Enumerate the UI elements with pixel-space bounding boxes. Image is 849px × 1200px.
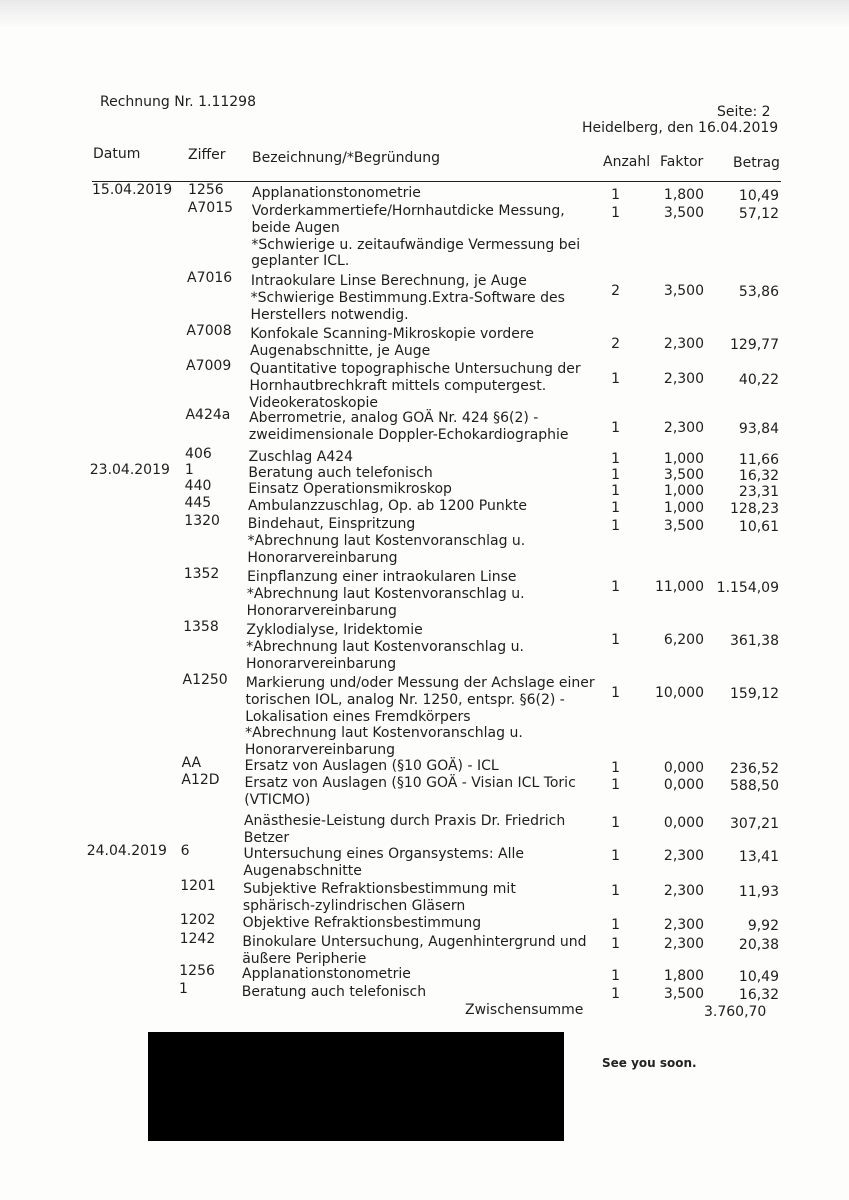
row-description-line: torischen IOL, analog Nr. 1250, entspr. §6(2) - — [245, 691, 565, 708]
row-description-line: Zuschlag A424 — [248, 449, 354, 465]
row-amount: 13,41 — [738, 849, 779, 865]
row-description-line: Einsatz Operationsmikroskop — [248, 481, 452, 497]
row-description-line: Lokalisation eines Fremdkörpers — [245, 708, 471, 725]
row-description-line: geplanter ICL. — [251, 253, 350, 270]
row-qty: 1 — [611, 917, 620, 933]
row-factor: 3,500 — [663, 518, 704, 534]
row-description-line: beide Augen — [251, 219, 340, 236]
row-description-line: *Abrechnung laut Kostenvoranschlag u. — [245, 725, 523, 742]
row-description-line: Videokeratoskopie — [249, 394, 378, 411]
row-description-line: Ambulanzzuschlag, Op. ab 1200 Punkte — [247, 498, 527, 514]
column-header-qty: Anzahl — [603, 154, 651, 170]
row-description-line: Hornhautbrechkraft mittels computergest. — [249, 377, 547, 394]
row-qty: 1 — [611, 451, 620, 467]
row-code: 1242 — [179, 931, 216, 947]
subtotal-value: 3.760,70 — [704, 1004, 767, 1020]
row-code: 406 — [185, 446, 212, 462]
row-qty: 1 — [611, 936, 620, 952]
row-amount: 11,66 — [738, 452, 779, 468]
row-factor: 11,000 — [655, 579, 704, 595]
row-code: 1256 — [188, 182, 224, 198]
row-date: 15.04.2019 — [92, 182, 173, 198]
row-date: 24.04.2019 — [86, 843, 167, 859]
row-amount: 129,77 — [730, 337, 779, 353]
row-factor: 2,300 — [663, 371, 704, 387]
row-factor: 2,300 — [663, 936, 704, 952]
row-description-line: Quantitative topographische Untersuchung der — [249, 361, 581, 377]
row-qty: 1 — [611, 986, 620, 1002]
row-description-line: Markierung und/oder Messung der Achslage einer — [245, 675, 595, 691]
row-factor: 2,300 — [663, 883, 704, 899]
row-description-line: Augenabschnitte, je Auge — [249, 342, 431, 359]
row-amount: 9,92 — [747, 918, 779, 934]
row-description-line: Herstellers notwendig. — [250, 306, 409, 323]
row-factor: 0,000 — [663, 815, 704, 831]
row-code: 1358 — [183, 619, 219, 635]
row-amount: 53,86 — [738, 284, 779, 300]
row-amount: 159,12 — [730, 686, 779, 702]
row-code: 6 — [180, 843, 190, 859]
row-qty: 1 — [611, 883, 620, 899]
row-factor: 2,300 — [663, 336, 704, 352]
row-code: 1 — [179, 981, 188, 997]
row-code: AA — [181, 755, 202, 771]
row-description-line: Honorarvereinbarung — [245, 655, 397, 672]
row-qty: 1 — [611, 579, 620, 595]
row-factor: 3,500 — [663, 283, 704, 299]
row-qty: 2 — [611, 336, 620, 352]
row-description-line: Ersatz von Auslagen (§10 GOÄ) - ICL — [244, 758, 499, 774]
row-factor: 2,300 — [663, 917, 704, 933]
row-amount: 588,50 — [730, 778, 779, 794]
row-amount: 361,38 — [730, 633, 779, 649]
row-description-line: Honorarvereinbarung — [244, 742, 396, 759]
row-code: 445 — [184, 495, 212, 511]
row-qty: 1 — [611, 420, 620, 436]
column-header-amount: Betrag — [733, 155, 780, 171]
column-header-description: Bezeichnung/*Begründung — [252, 150, 440, 166]
row-factor: 3,500 — [663, 986, 704, 1002]
column-header-factor: Faktor — [660, 154, 704, 170]
row-description-line: Subjektive Refraktionsbestimmung mit — [243, 881, 516, 897]
signoff-text: See you soon. — [602, 1056, 697, 1070]
row-description-line: *Schwierige Bestimmung.Extra-Software des — [250, 289, 565, 306]
row-amount: 1.154,09 — [716, 580, 779, 596]
row-description-line: Einpflanzung einer intraokularen Linse — [247, 569, 517, 585]
row-amount: 16,32 — [738, 468, 779, 484]
row-description-line: Zyklodialyse, Iridektomie — [246, 622, 423, 638]
row-description-line: *Abrechnung laut Kostenvoranschlag u. — [246, 585, 525, 602]
row-description-line: Bindehaut, Einspritzung — [247, 516, 416, 532]
row-description-line: Beratung auch telefonisch — [241, 984, 427, 1000]
row-code: 1352 — [183, 566, 220, 582]
row-description-line: Ersatz von Auslagen (§10 GOÄ - Visian ICL Toric — [244, 775, 576, 791]
row-description-line: *Abrechnung laut Kostenvoranschlag u. — [247, 532, 526, 549]
column-header-code: Ziffer — [188, 147, 226, 163]
row-description-line: äußere Peripherie — [242, 950, 367, 967]
row-description-line: Honorarvereinbarung — [247, 549, 398, 566]
row-factor: 0,000 — [663, 777, 704, 793]
row-qty: 1 — [611, 815, 620, 831]
place-date: Heidelberg, den 16.04.2019 — [582, 120, 779, 136]
row-code: A12D — [181, 772, 220, 788]
row-code: A7008 — [186, 323, 232, 339]
row-factor: 3,500 — [663, 467, 704, 483]
row-description-line: Applanationstonometrie — [242, 966, 411, 982]
row-amount: 236,52 — [730, 761, 779, 777]
row-qty: 1 — [611, 848, 620, 864]
row-factor: 6,200 — [663, 632, 704, 648]
row-description-line: Applanationstonometrie — [252, 185, 421, 201]
row-description-line: Aberrometrie, analog GOÄ Nr. 424 §6(2) - — [249, 410, 539, 426]
row-description-line: Honorarvereinbarung — [246, 602, 397, 619]
row-code: A424a — [185, 407, 231, 423]
row-qty: 1 — [611, 968, 620, 984]
row-amount: 16,32 — [738, 987, 779, 1003]
row-factor: 0,000 — [663, 760, 704, 776]
row-amount: 20,38 — [738, 937, 779, 953]
row-description-line: Objektive Refraktionsbestimmung — [242, 915, 482, 931]
row-description-line: (VTICMO) — [244, 791, 311, 808]
row-amount: 10,61 — [738, 519, 779, 535]
row-qty: 1 — [611, 777, 620, 793]
row-qty: 1 — [611, 685, 620, 701]
row-code: A7009 — [186, 358, 232, 374]
row-description-line: Binokulare Untersuchung, Augenhintergrund und — [242, 934, 587, 950]
row-qty: 1 — [611, 187, 620, 203]
row-description-line: *Abrechnung laut Kostenvoranschlag u. — [246, 638, 524, 655]
redacted-block — [148, 1032, 564, 1141]
row-amount: 128,23 — [730, 501, 779, 517]
row-factor: 1,000 — [663, 500, 704, 516]
row-description-line: Konfokale Scanning-Mikroskopie vordere — [250, 326, 534, 342]
row-qty: 1 — [611, 760, 620, 776]
row-description-line: Intraokulare Linse Berechnung, je Auge — [250, 273, 527, 289]
row-amount: 10,49 — [738, 969, 779, 985]
row-description-line: zweidimensionale Doppler-Echokardiographie — [248, 426, 569, 443]
row-factor: 1,000 — [663, 483, 704, 499]
row-qty: 1 — [611, 518, 620, 534]
row-factor: 3,500 — [663, 205, 704, 221]
row-code: 1256 — [179, 963, 215, 979]
row-date: 23.04.2019 — [89, 462, 170, 478]
row-description-line: Augenabschnitte — [243, 862, 362, 879]
row-code: A1250 — [182, 672, 228, 688]
row-amount: 11,93 — [738, 884, 779, 900]
row-code: A7015 — [187, 200, 234, 216]
row-amount: 23,31 — [738, 484, 779, 500]
row-amount: 307,21 — [730, 816, 779, 832]
row-factor: 10,000 — [655, 685, 704, 701]
row-amount: 40,22 — [738, 372, 779, 388]
row-description-line: *Schwierige u. zeitaufwändige Vermessung bei — [251, 236, 581, 253]
row-amount: 93,84 — [738, 421, 779, 437]
row-factor: 2,300 — [663, 420, 704, 436]
row-code: 1 — [184, 462, 194, 478]
row-code: 1320 — [184, 513, 220, 529]
row-qty: 1 — [611, 500, 620, 516]
row-qty: 1 — [611, 632, 620, 648]
row-code: A7016 — [187, 270, 233, 286]
row-description-line: Anästhesie-Leistung durch Praxis Dr. Friedrich — [243, 813, 566, 829]
row-factor: 1,000 — [663, 451, 704, 467]
row-description-line: sphärisch-zylindrischen Gläsern — [242, 897, 466, 914]
row-amount: 10,49 — [738, 188, 779, 204]
row-amount: 57,12 — [738, 206, 779, 222]
row-qty: 1 — [611, 467, 620, 483]
subtotal-label: Zwischensumme — [465, 1002, 584, 1018]
row-code: 440 — [184, 478, 212, 494]
row-qty: 1 — [611, 371, 620, 387]
page-number: Seite: 2 — [717, 104, 771, 120]
row-qty: 2 — [611, 283, 620, 299]
invoice-number: Rechnung Nr. 1.11298 — [100, 94, 256, 110]
column-header-date: Datum — [93, 146, 141, 162]
row-factor: 1,800 — [663, 968, 704, 984]
row-factor: 2,300 — [663, 848, 704, 864]
row-factor: 1,800 — [663, 187, 704, 203]
row-description-line: Vorderkammertiefe/Hornhautdicke Messung, — [251, 203, 565, 219]
row-qty: 1 — [611, 483, 620, 499]
row-code: 1201 — [180, 878, 216, 894]
row-code: 1202 — [179, 912, 216, 928]
row-description-line: Untersuchung eines Organsystems: Alle — [243, 846, 524, 862]
row-qty: 1 — [611, 205, 620, 221]
row-description-line: Beratung auch telefonisch — [248, 465, 433, 481]
row-description-line: Betzer — [243, 829, 290, 846]
